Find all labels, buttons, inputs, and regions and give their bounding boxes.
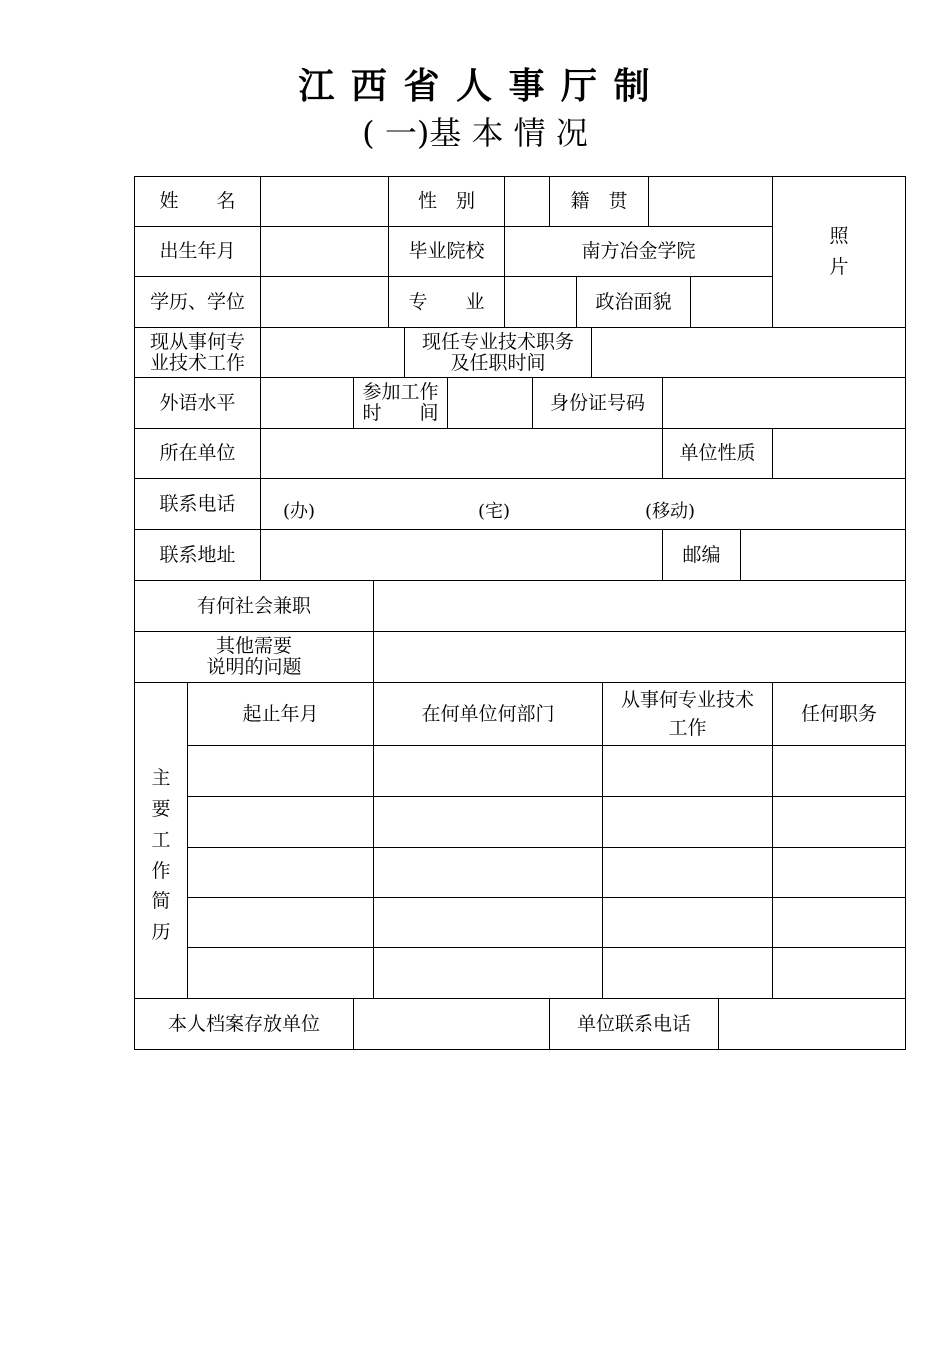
id-number-label: 身份证号码 [532, 377, 663, 429]
form-title: 江 西 省 人 事 厅 制 [298, 66, 652, 107]
resume-cell[interactable] [602, 847, 773, 898]
political-label: 政治面貌 [576, 276, 691, 328]
resume-cell[interactable] [373, 847, 603, 898]
education-label: 学历、学位 [134, 276, 261, 328]
title-input[interactable] [591, 327, 906, 378]
resume-cell[interactable] [187, 947, 374, 999]
name-field[interactable] [260, 176, 389, 227]
join-work-label [353, 377, 448, 429]
resume-char: 简 [151, 890, 171, 913]
address-label: 联系地址 [134, 529, 261, 581]
gender-field[interactable] [504, 176, 550, 227]
archive-label: 本人档案存放单位 [134, 998, 354, 1050]
resume-cell[interactable] [602, 745, 773, 797]
work-field-label-line2: 业技术工作 [149, 351, 245, 374]
school-field[interactable]: 南方冶金学院 [504, 226, 773, 277]
resume-side-label [134, 682, 188, 999]
postcode-field[interactable] [740, 529, 906, 581]
work-field-label-line1: 现从事何专 [149, 330, 245, 353]
resume-cell[interactable] [373, 745, 603, 797]
employer-type-label: 单位性质 [662, 428, 773, 479]
address-field[interactable] [260, 529, 663, 581]
section-title: ( 一)基 本 情 况 [362, 114, 588, 152]
resume-cell[interactable] [772, 745, 906, 797]
resume-char: 工 [151, 828, 171, 851]
phone-label: 联系电话 [134, 478, 261, 530]
join-work-field[interactable] [447, 377, 533, 429]
resume-cell[interactable] [187, 897, 374, 948]
id-number-field[interactable] [662, 377, 906, 429]
education-field[interactable] [260, 276, 389, 328]
major-label: 专 业 [388, 276, 505, 328]
resume-cell[interactable] [772, 796, 906, 848]
other-field[interactable] [373, 631, 906, 683]
resume-char: 主 [151, 766, 171, 789]
resume-header-field-line1: 从事何专业技术 [620, 688, 754, 711]
resume-cell[interactable] [602, 796, 773, 848]
resume-cell[interactable] [187, 796, 374, 848]
language-field[interactable] [260, 377, 354, 429]
resume-cell[interactable] [373, 796, 603, 848]
work-field-label [134, 327, 261, 378]
phone-mobile-label: (移动) [645, 501, 696, 522]
phone-home-label: (宅) [478, 501, 511, 522]
gender-label: 性 别 [388, 176, 505, 227]
origin-label: 籍 贯 [549, 176, 649, 227]
resume-header-position: 任何职务 [772, 682, 906, 746]
name-label: 姓 名 [134, 176, 261, 227]
birth-field[interactable] [260, 226, 389, 277]
archive-field[interactable] [353, 998, 550, 1050]
employer-type-field[interactable] [772, 428, 906, 479]
resume-cell[interactable] [772, 897, 906, 948]
resume-header-field [602, 682, 773, 746]
title-label [404, 327, 592, 378]
other-label [134, 631, 374, 683]
resume-header-period: 起止年月 [187, 682, 374, 746]
part-time-field[interactable] [373, 580, 906, 632]
resume-char: 历 [151, 921, 171, 944]
unit-phone-label: 单位联系电话 [549, 998, 719, 1050]
origin-field[interactable] [648, 176, 773, 227]
resume-cell[interactable] [187, 847, 374, 898]
photo-label-1: 照 [829, 225, 849, 248]
employer-label: 所在单位 [134, 428, 261, 479]
work-field-input[interactable] [260, 327, 405, 378]
phone-office-label: (办) [283, 501, 316, 522]
title-label-line1: 现任专业技术职务 [421, 330, 574, 353]
resume-header-unit: 在何单位何部门 [373, 682, 603, 746]
resume-char: 要 [151, 797, 171, 820]
major-field[interactable] [504, 276, 577, 328]
resume-header-field-line2: 工作 [668, 717, 707, 739]
photo-label-2: 片 [829, 256, 849, 278]
unit-phone-field[interactable] [718, 998, 906, 1050]
resume-cell[interactable] [772, 847, 906, 898]
employer-field[interactable] [260, 428, 663, 479]
school-label: 毕业院校 [388, 226, 505, 277]
other-label-line2: 说明的问题 [206, 656, 302, 678]
other-label-line1: 其他需要 [215, 635, 292, 658]
photo-box[interactable] [772, 176, 906, 328]
political-field[interactable] [690, 276, 773, 328]
resume-cell[interactable] [187, 745, 374, 797]
language-label: 外语水平 [134, 377, 261, 429]
join-work-label-line1: 参加工作 [362, 381, 439, 404]
part-time-label: 有何社会兼职 [134, 580, 374, 632]
resume-cell[interactable] [772, 947, 906, 999]
resume-cell[interactable] [373, 947, 603, 999]
postcode-label: 邮编 [662, 529, 741, 581]
birth-label: 出生年月 [134, 226, 261, 277]
resume-cell[interactable] [373, 897, 603, 948]
title-label-line2: 及任职时间 [450, 351, 546, 374]
join-work-label-line2: 时 间 [362, 402, 439, 424]
resume-char: 作 [151, 859, 171, 882]
phone-field[interactable] [260, 478, 906, 530]
resume-cell[interactable] [602, 947, 773, 999]
resume-cell[interactable] [602, 897, 773, 948]
